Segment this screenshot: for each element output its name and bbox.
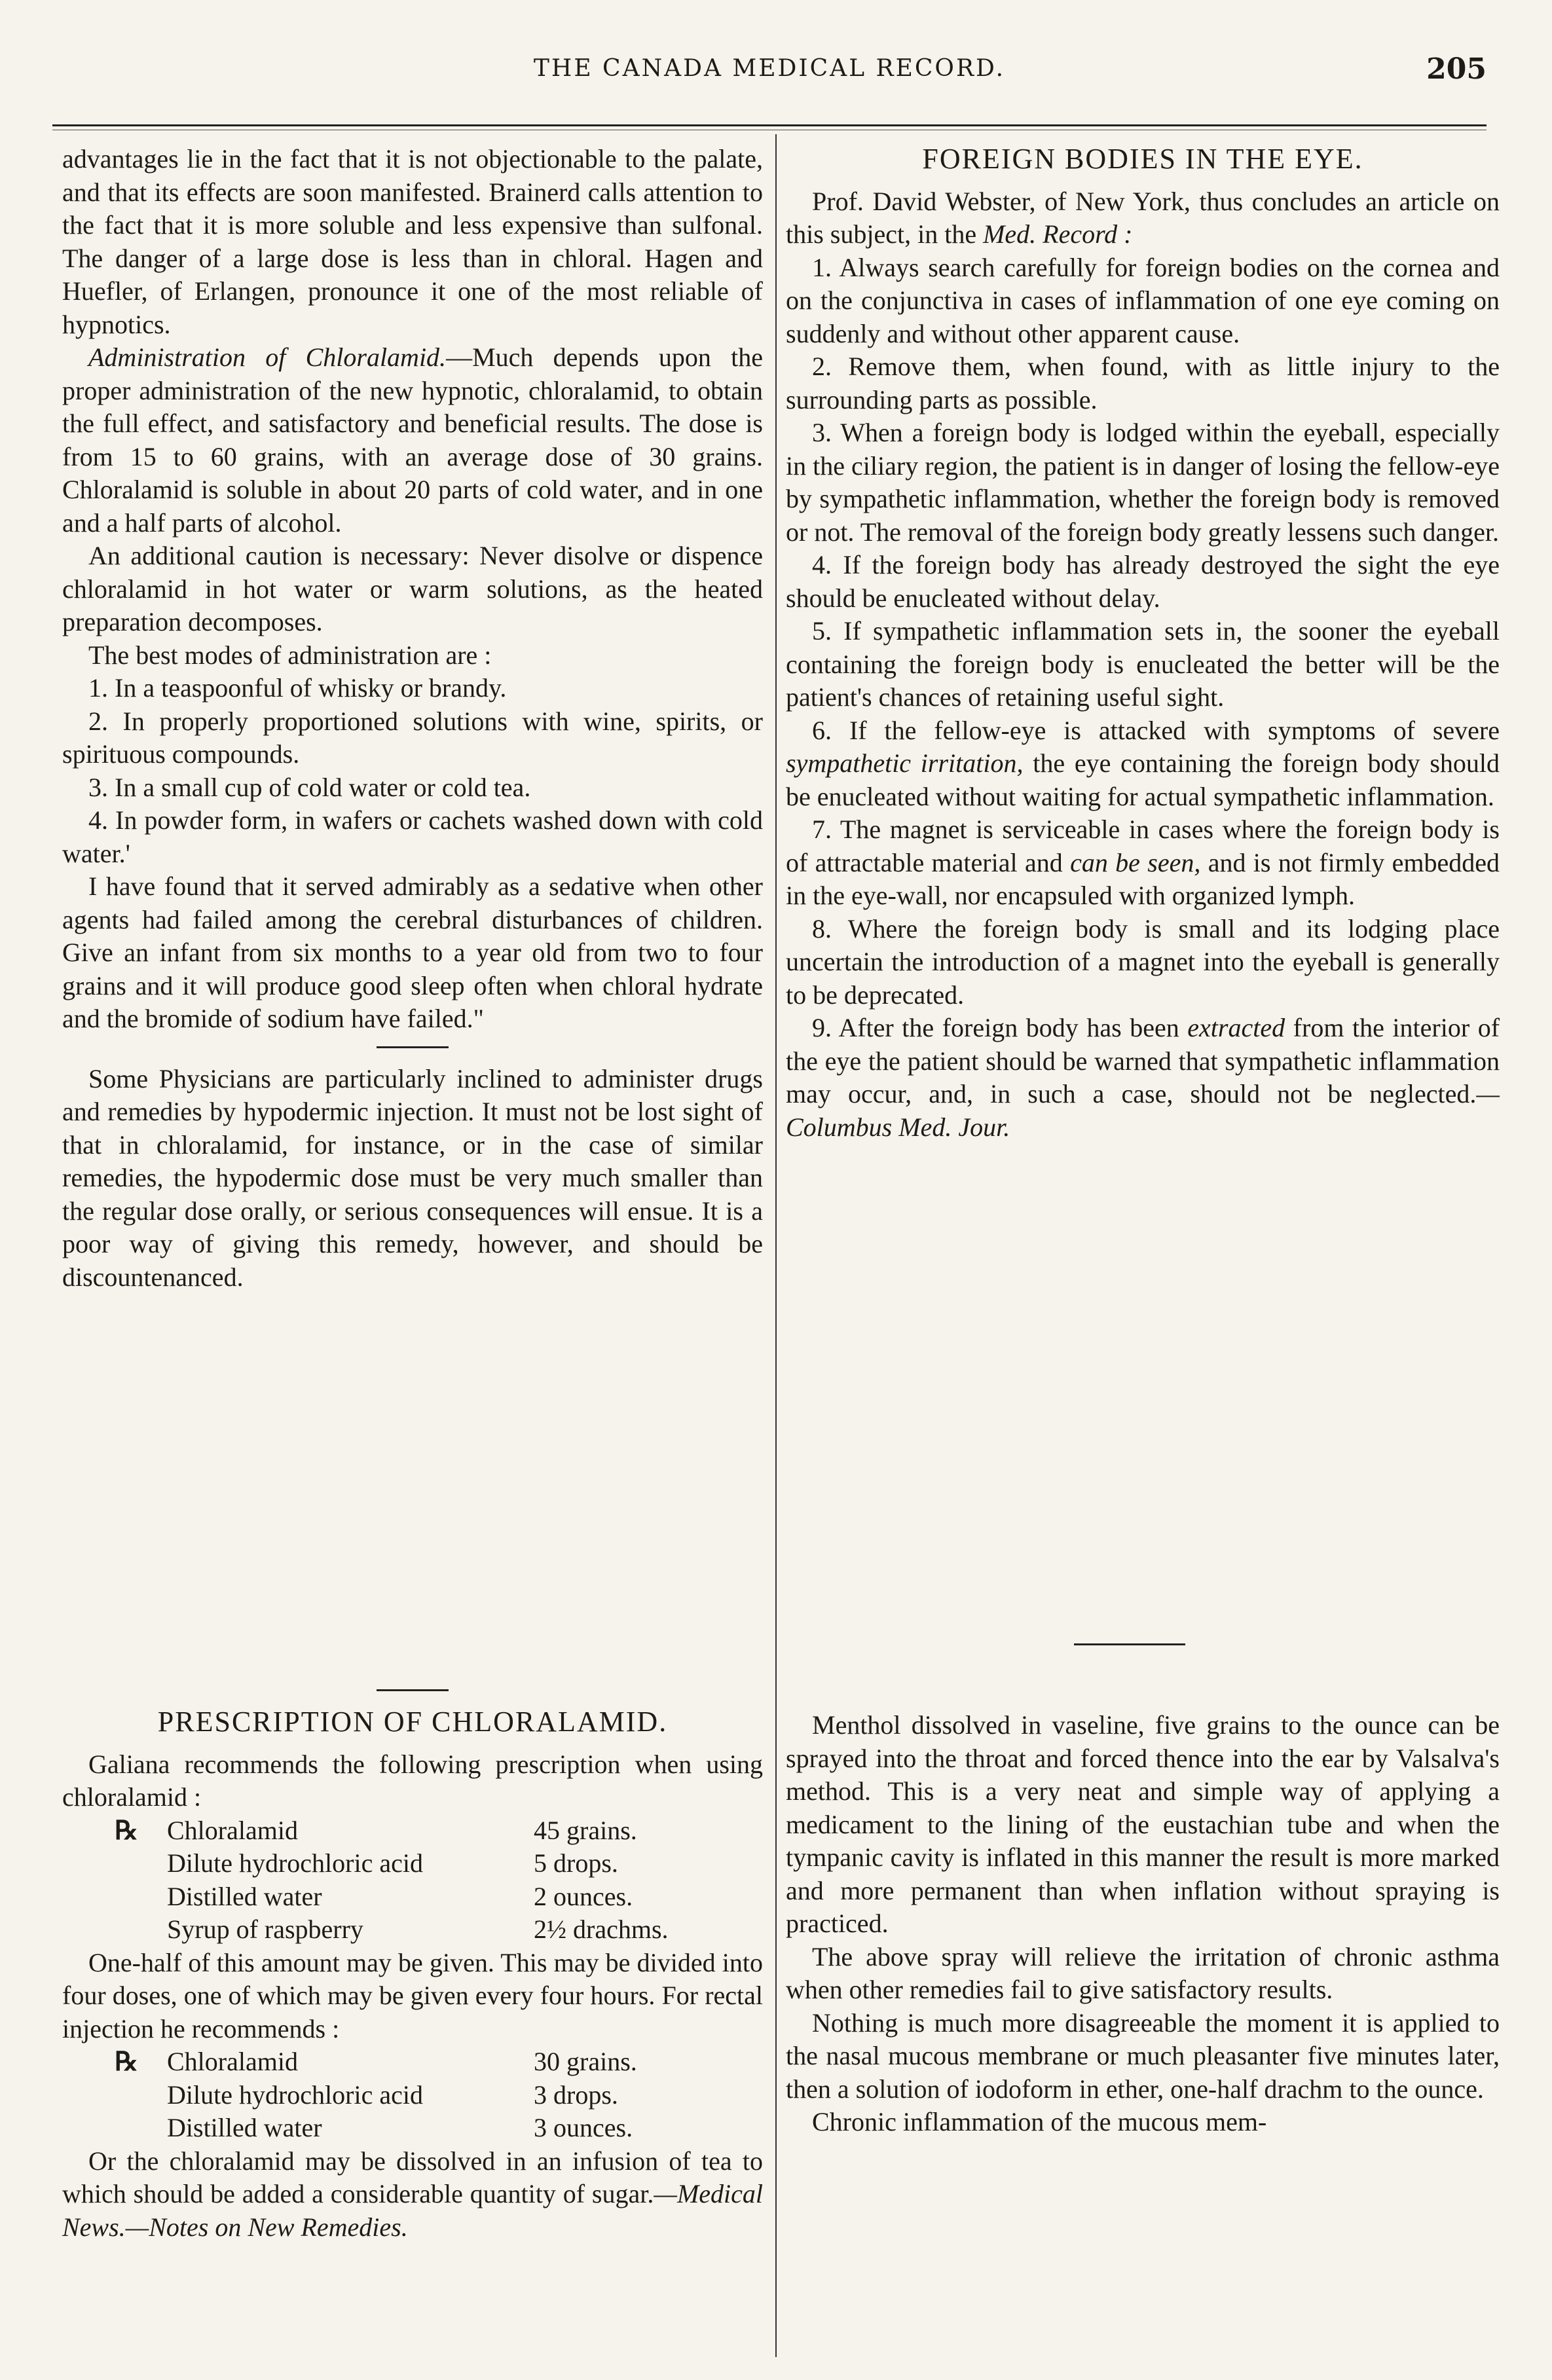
- paragraph: Menthol dissolved in vaseline, five grains to the ounce can be sprayed into the throat and forced thence into the ear by Valsalva's method. This is a very neat and simple way of applying a medicament to the lining of the eustachian tube and when the tympanic cavity is inflated in this manner the result is more marked and more permanent than when inflation without spraying is practiced.: [786, 1710, 1500, 1938]
- section-title: PRESCRIPTION OF CHLORALAMID.: [157, 1706, 668, 1738]
- rx-symbol: [115, 2112, 167, 2145]
- paragraph: Nothing is much more disagreeable the moment it is applied to the nasal mucous membrane or much pleasanter five minutes later, then a solution of iodoform in ether, one-half drachm to the ounce.: [786, 2007, 1500, 2104]
- paragraph: Some Physicians are particularly inclined to administer drugs and remedies by hypodermic injection. It must not be lost sight of that in chloralamid, for instance, or in the case of similar remedies, the hypodermic dose must be very much smaller than the regular dose orally, or serious consequences will ensue. It is a poor way of giving this remedy, however, and should be discountenanced.: [62, 1063, 763, 1292]
- prescription-table: [115, 2045, 763, 2145]
- paragraph-text: Prof. David Webster, of New York, thus concludes an article on this subject, in the: [786, 186, 1500, 249]
- right-column-bottom-text: [786, 1709, 1500, 2139]
- prescription-table: [115, 1814, 763, 1947]
- paragraph: I have found that it served admirably as a sedative when other agents had failed among the cerebral disturbances of children. Give an infant from six months to a year old from two to four grains and it will produce good sleep often when chloral hydrate and the bromide of sodium have failed.": [62, 871, 763, 1033]
- paragraph: One-half of this amount may be given. This may be divided into four doses, one of which may be given every four hours. For rectal injection he recommends :: [62, 1947, 763, 2043]
- list-item: 4. In powder form, in wafers or cachets washed down with cold water.': [62, 805, 763, 868]
- list-item: [786, 1012, 1500, 1144]
- page-header: [52, 52, 1487, 92]
- source-citation: Med. Record :: [983, 219, 1133, 249]
- list-item: 1. Always search carefully for foreign bodies on the cornea and on the conjunctiva in cases of inflammation of one eye coming on suddenly and without other apparent cause.: [786, 252, 1500, 348]
- ingredient: Dilute hydrochloric acid: [167, 2079, 423, 2110]
- ingredient: Distilled water: [167, 2113, 322, 2142]
- paragraph: Chronic inflammation of the mucous mem-: [812, 2107, 1267, 2136]
- rx-symbol: [115, 1880, 167, 1914]
- list-item: 1. In a teaspoonful of whisky or brandy.: [88, 673, 507, 703]
- list-item: 2. Remove them, when found, with as little injury to the surrounding parts as possible.: [786, 352, 1500, 414]
- running-head: THE CANADA MEDICAL RECORD.: [533, 55, 1006, 82]
- italic-heading: Administration of Chloralamid.: [88, 342, 447, 372]
- rx-symbol: [115, 2079, 167, 2112]
- list-item: 8. Where the foreign body is small and its lodging place uncertain the introduction of a magnet into the eyeball is generally to be deprecated.: [786, 913, 1500, 1010]
- source-citation: —Columbus Med. Jour.: [786, 1079, 1500, 1142]
- paragraph-administration: [62, 341, 763, 540]
- ingredient: Syrup of raspberry: [167, 1914, 363, 1944]
- rx-symbol: [115, 1847, 167, 1880]
- ingredient: Chloralamid: [167, 1815, 298, 1845]
- section-title: FOREIGN BODIES IN THE EYE.: [922, 143, 1363, 175]
- paragraph: Galiana recommends the following prescription when using chloralamid :: [62, 1749, 763, 1812]
- page-number: 205: [1426, 52, 1487, 86]
- amount: 2½ drachms.: [534, 1914, 669, 1944]
- item-text: the eye containing the foreign body should be enucleated without waiting for actual sympathetic inflammation.: [786, 748, 1500, 811]
- amount: 45 grains.: [534, 1815, 637, 1845]
- paragraph: An additional caution is necessary: Never disolve or dispence chloralamid in hot water or warm solutions, as the heated preparation decomposes.: [62, 541, 763, 636]
- amount: 5 drops.: [534, 1848, 618, 1878]
- list-item: 3. In a small cup of cold water or cold tea.: [88, 772, 531, 802]
- italic-term: extracted: [1187, 1013, 1285, 1042]
- list-item: 4. If the foreign body has already destroyed the sight the eye should be enucleated without delay.: [786, 550, 1500, 613]
- column-divider: [775, 134, 777, 2357]
- amount: 3 ounces.: [534, 2113, 633, 2142]
- header-rule: [52, 124, 1487, 126]
- paragraph: advantages lie in the fact that it is not objectionable to the palate, and that its effects are soon manifested. Brainerd calls attention to the fact that it is more soluble and less expensive than sulfonal. The danger of a large dose is less than in chloral. Hagen and Huefler, of Erlangen, pronounce it one of the most reliable of hypnotics.: [62, 144, 763, 339]
- italic-term: sympathetic irritation,: [786, 748, 1024, 778]
- section-rule: [377, 1046, 449, 1048]
- section-rule: [1074, 1643, 1185, 1645]
- item-text: from the interior of the eye the patient should be warned that sympathetic inflammation may occur, and, in such a case, should not be neglected.: [786, 1013, 1500, 1108]
- item-text: 6. If the fellow-eye is attacked with symptoms of severe: [812, 715, 1500, 745]
- rx-symbol: ℞: [115, 1815, 138, 1845]
- item-text: 9. After the foreign body has been: [812, 1013, 1179, 1042]
- item-text: and is not firmly embedded in the eye-wall, nor encapsuled with organized lymph.: [786, 847, 1500, 910]
- ingredient: Chloralamid: [167, 2047, 298, 2076]
- ingredient: Dilute hydrochloric acid: [167, 1848, 423, 1878]
- prescription-section: [62, 1689, 763, 2244]
- list-item: 3. When a foreign body is lodged within the eyeball, especially in the ciliary region, the patient is in danger of losing the fellow-eye by sympathetic inflammation, whether the foreign body is removed or not. The removal of the foreign body greatly lessens such danger.: [786, 418, 1500, 547]
- list-item: 2. In properly proportioned solutions with wine, spirits, or spirituous compounds.: [62, 706, 763, 769]
- right-column-text: [786, 143, 1500, 1144]
- item-text: 7. The magnet is serviceable in cases where the foreign body is of attractable material and: [786, 815, 1500, 877]
- paragraph-text: —Much depends upon the proper administration of the new hypnotic, chloralamid, to obtain the full effect, and satisfactory and beneficial results. The dose is from 15 to 60 grains, with an average dose of 30 grains. Chloralamid is soluble in about 20 parts of cold water, and in one and a half parts of alcohol.: [62, 342, 763, 538]
- ingredient: Distilled water: [167, 1881, 322, 1911]
- left-column-text: [62, 143, 763, 1294]
- amount: 30 grains.: [534, 2047, 637, 2076]
- source-citation: —Medical News.—Notes on New Remedies.: [62, 2179, 763, 2242]
- rx-symbol: ℞: [115, 2047, 138, 2076]
- paragraph: [62, 2145, 763, 2244]
- amount: 2 ounces.: [534, 1881, 633, 1911]
- italic-term: can be seen,: [1070, 847, 1201, 877]
- list-item: [786, 714, 1500, 814]
- paragraph-text: Or the chloralamid may be dissolved in an infusion of tea to which should be added a considerable quantity of sugar.: [62, 2146, 763, 2208]
- rx-symbol: [115, 1913, 167, 1947]
- amount: 3 drops.: [534, 2079, 618, 2110]
- list-item: [786, 813, 1500, 913]
- section-rule: [377, 1689, 449, 1691]
- paragraph: The above spray will relieve the irritation of chronic asthma when other remedies fail to give satisfactory results.: [786, 1941, 1500, 2004]
- list-item: 5. If sympathetic inflammation sets in, the sooner the eyeball containing the foreign body is enucleated the better will be the patient's chances of retaining useful sight.: [786, 616, 1500, 712]
- paragraph: [786, 185, 1500, 251]
- paragraph: The best modes of administration are :: [88, 640, 492, 670]
